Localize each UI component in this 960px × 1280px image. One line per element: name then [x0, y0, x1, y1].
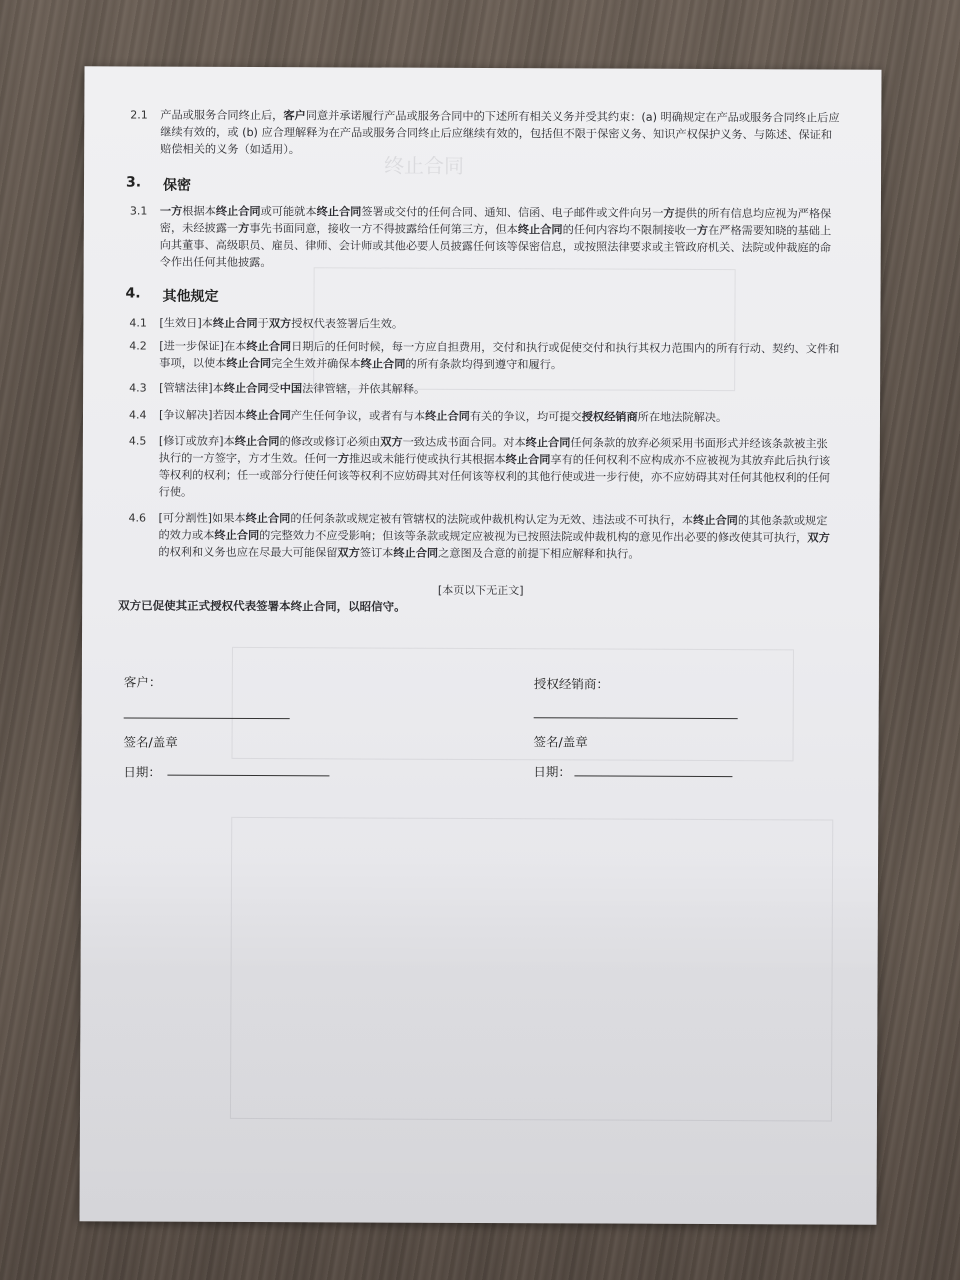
clause-number: 4.1 — [129, 316, 147, 330]
section-title-other-provisions: 其他规定 — [162, 288, 219, 305]
bleed-through-text: 终止合同 — [384, 153, 465, 178]
customer-label: 客户： — [123, 674, 162, 690]
clause-2-1-text: 产品或服务合同终止后，客户同意并承诺履行产品或服务合同中的下述所有相关义务并受其约束：(a) 明确规定在产品或服务合同终止后应继续有效的，或 (b) 应合理解释为在产品或服务合同终止后应继续有效的，包括但不限于保密义务、知识产权保护义务、与陈述、保证和赔偿相关的义务（如适用）。 — [160, 108, 840, 157]
clause-3-1-text: 一方根据本终止合同或可能就本终止合同签署或交付的任何合同、通知、信函、电子邮件或文件向另一方提供的所有信息均应视为严格保密，未经披露一方事先书面同意，接收一方不得披露给任何第三方，但本终止合同的任何内容均不限制接收一方在严格需要知晓的基础上向其董事、高级职员、雇员、律师、会计师或其他必要人员披露任何该等保密信息，或按照法律要求或主管政府机关、法院或仲裁庭的命令作出任何其他披露。 — [159, 204, 832, 270]
closing-statement: 双方已促使其正式授权代表签署本终止合同，以昭信守。 — [118, 598, 406, 614]
customer-date-label: 日期： — [123, 764, 161, 780]
section-number: 4. — [125, 285, 141, 302]
section-title-confidentiality: 保密 — [162, 177, 192, 194]
clause-number: 4.3 — [129, 381, 147, 395]
clause-number: 3.1 — [129, 204, 148, 218]
customer-date-line[interactable] — [167, 775, 329, 777]
dealer-sign-stamp-label: 签名/盖章 — [533, 734, 588, 750]
dealer-date-line[interactable] — [574, 775, 732, 777]
customer-sign-stamp-label: 签名/盖章 — [123, 734, 178, 750]
clause-number: 4.2 — [129, 339, 147, 353]
document-sheet — [79, 66, 881, 1224]
bleed-through-table — [232, 647, 794, 761]
clause-4-5-text: [修订或放弃]本终止合同的修改或修订必须由双方一致达成书面合同。对本终止合同任何条款的放弃必须采用书面形式并经该条款被主张执行的一方签字，方才生效。任何一方推迟或未能行使或执行其根据本终止合同享有的任何权利不应构成亦不应被视为其放弃此后执行该等权利的权利；任一或部分行使任何该等权利不应妨碍其对任何该等权利的其他行使或进一步行使，亦不应妨碍其对任何其他权利的任何行使。 — [158, 434, 831, 499]
clause-4-6-text: [可分割性]如果本终止合同的任何条款或规定被有管辖权的法院或仲裁机构认定为无效、违法或不可执行，本终止合同的其他条款或规定的效力或本终止合同的完整效力不应受影响；但该等条款或规定应被视为已按照法院或仲裁机构的意见作出必要的修改使其可执行，双方的权利和义务也应在尽最大可能保留双方签订本终止合同之意图及合意的前提下相应解释和执行。 — [158, 511, 830, 561]
document-page — [79, 66, 881, 1224]
end-of-text-note: [本页以下无正文] — [437, 583, 524, 598]
section-number: 3. — [125, 174, 142, 191]
dealer-date-label: 日期： — [533, 764, 571, 780]
clause-4-2-text: [进一步保证]在本终止合同日期后的任何时候，每一方应自担费用，交付和执行或促使交付和执行其权力范围内的所有行动、契约、文件和事项，以使本终止合同完全生效并确保本终止合同的所有条款均得到遵守和履行。 — [159, 339, 840, 372]
clause-number: 4.5 — [128, 434, 147, 448]
clause-number: 4.4 — [128, 408, 147, 422]
clause-number: 2.1 — [130, 108, 148, 122]
photo-shadow — [79, 856, 878, 1224]
clause-4-1-text: [生效日]本终止合同于双方授权代表签署后生效。 — [159, 316, 404, 331]
clause-number: 4.6 — [128, 511, 147, 525]
dealer-label: 授权经销商： — [533, 676, 609, 692]
customer-signature-line[interactable] — [124, 717, 290, 719]
clause-4-4-text: [争议解决]若因本终止合同产生任何争议，或者有与本终止合同有关的争议，均可提交授权经销商所在地法院解决。 — [158, 408, 728, 425]
clause-4-3-text: [管辖法律]本终止合同受中国法律管辖，并依其解释。 — [159, 381, 426, 396]
